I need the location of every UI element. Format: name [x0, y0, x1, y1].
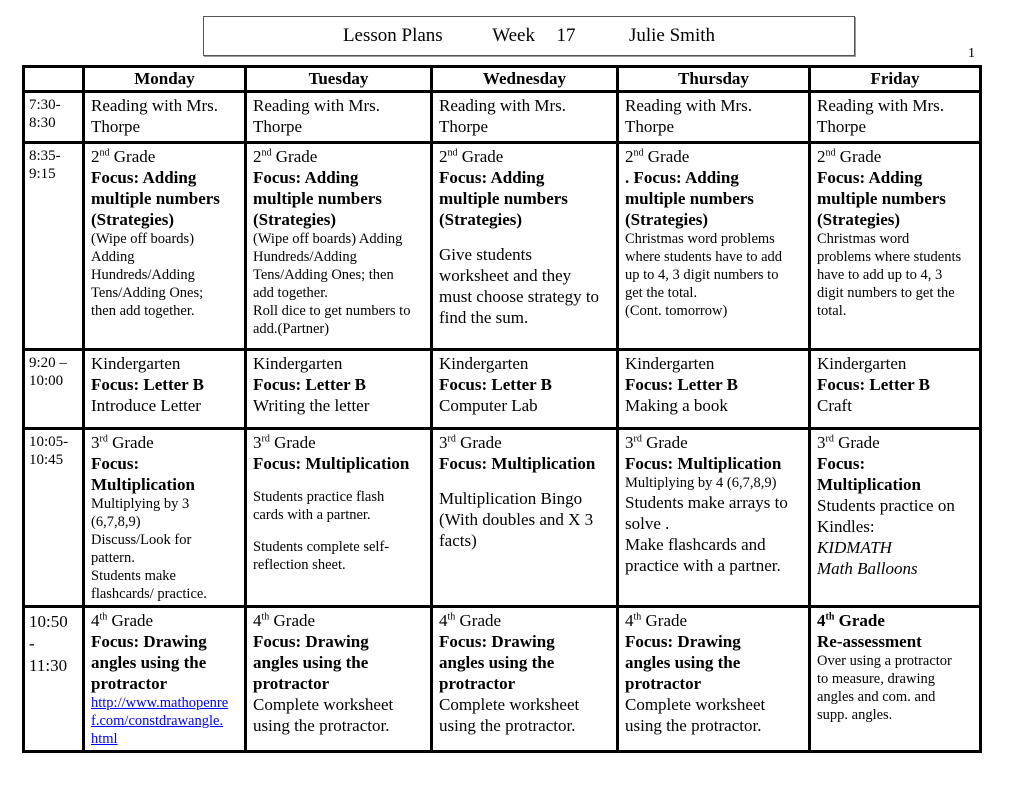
lesson-line [625, 146, 802, 167]
lesson-line: Give students [439, 245, 533, 264]
lesson-line: Kindergarten [439, 354, 529, 373]
lesson-line: digit numbers to get the [817, 285, 955, 301]
lesson-line: Discuss/Look for [91, 532, 192, 548]
ordinal-suffix: nd [447, 147, 458, 159]
lesson-line: Multiplication Bingo [439, 489, 583, 508]
grade-number: 2 [91, 147, 100, 166]
lesson-line: (Strategies) [253, 210, 337, 229]
grade-number: 2 [253, 147, 262, 166]
lesson-line: get the total. [625, 285, 698, 301]
lesson-line: using the protractor. [253, 716, 390, 735]
lesson-line: angles using the [253, 653, 369, 672]
lesson-line [253, 146, 424, 167]
lesson-cell-friday [810, 429, 981, 607]
lesson-cell-monday [84, 607, 246, 752]
grade-label: Grade [269, 433, 316, 452]
time-text: 7:30- [29, 97, 61, 113]
lesson-cell-monday [84, 92, 246, 143]
lesson-line: (Strategies) [817, 210, 901, 229]
grade-number: 4 [625, 611, 634, 630]
grade-number: 3 [253, 433, 262, 452]
ordinal-suffix: nd [99, 147, 110, 159]
ordinal-suffix: rd [825, 433, 834, 445]
lesson-line: pattern. [91, 550, 135, 566]
lesson-line: (Cont. tomorrow) [625, 303, 728, 319]
lesson-line: multiple numbers [817, 189, 946, 208]
lesson-cell-wednesday [432, 607, 618, 752]
lesson-line: (With doubles and X 3 [439, 510, 594, 529]
ordinal-suffix: nd [633, 147, 644, 159]
lesson-cell-tuesday [246, 92, 432, 143]
resource-link[interactable]: f.com/constdrawangle. [91, 713, 224, 729]
lesson-line: Students make arrays to [625, 493, 788, 512]
lesson-line: Re-assessment [817, 632, 922, 651]
lesson-line: Focus: Multiplication [625, 454, 782, 473]
lesson-line: Thorpe [91, 117, 141, 136]
lesson-line: (6,7,8,9) [91, 514, 141, 530]
grade-label: Grade [271, 147, 318, 166]
time-slot [24, 350, 84, 429]
lesson-line: supp. angles. [817, 707, 893, 723]
lesson-line: practice with a partner. [625, 556, 781, 575]
lesson-line: . Focus: Adding [625, 168, 739, 187]
lesson-line: facts) [439, 531, 477, 550]
lesson-cell-monday [84, 350, 246, 429]
day-header-tuesday: Tuesday [246, 67, 432, 92]
time-text: 9:20 – [29, 355, 67, 371]
ordinal-suffix: rd [447, 433, 456, 445]
lesson-line [253, 524, 424, 538]
lesson-line: Multiplication [91, 475, 195, 494]
lesson-cell-tuesday [246, 350, 432, 429]
grade-label: Grade [107, 433, 154, 452]
lesson-line: have to add up to 4, 3 [817, 267, 943, 283]
time-text: 10:50 [29, 612, 68, 631]
lesson-cell-thursday [618, 143, 810, 350]
lesson-line: Craft [817, 396, 852, 415]
lesson-line: multiple numbers [439, 189, 568, 208]
day-header-wednesday: Wednesday [432, 67, 618, 92]
title: Lesson Plans [342, 25, 443, 46]
lesson-line: Kindergarten [91, 354, 181, 373]
lesson-line: flashcards/ practice. [91, 586, 207, 602]
resource-link[interactable]: http://www.mathopenre [91, 695, 229, 711]
lesson-line: Focus: Drawing [439, 632, 555, 651]
lesson-line: reflection sheet. [253, 557, 346, 573]
lesson-line: Tens/Adding Ones; [91, 285, 204, 301]
time-slot-row [24, 143, 981, 350]
time-text: 8:30 [29, 115, 56, 131]
grade-number: 4 [439, 611, 448, 630]
lesson-line: multiple numbers [625, 189, 754, 208]
lesson-line [625, 610, 802, 631]
lesson-line: to measure, drawing [817, 671, 935, 687]
time-slot-row [24, 607, 981, 752]
lesson-line: Focus: Drawing [625, 632, 741, 651]
lesson-line: Focus: [91, 454, 140, 473]
grade-label: Grade [107, 611, 154, 630]
ordinal-suffix: nd [825, 147, 836, 159]
lesson-cell-tuesday [246, 607, 432, 752]
lesson-line: Thorpe [439, 117, 489, 136]
lesson-line: protractor [91, 674, 168, 693]
lesson-line: Introduce Letter [91, 396, 201, 415]
lesson-line: Adding [91, 249, 135, 265]
ordinal-suffix: th [447, 611, 456, 623]
lesson-line: KIDMATH [817, 538, 892, 557]
lesson-line: Math Balloons [817, 559, 918, 578]
lesson-line: Reading with Mrs. [253, 96, 381, 115]
lesson-line: Students practice flash [253, 489, 385, 505]
lesson-line: Hundreds/Adding [253, 249, 357, 265]
lesson-cell-wednesday [432, 92, 618, 143]
lesson-line: protractor [253, 674, 330, 693]
document-title-box [203, 16, 855, 56]
lesson-line: Reading with Mrs. [625, 96, 753, 115]
lesson-line [817, 146, 973, 167]
ordinal-suffix: th [633, 611, 642, 623]
lesson-cell-tuesday [246, 143, 432, 350]
time-text: - [29, 634, 35, 653]
lesson-line: Reading with Mrs. [817, 96, 945, 115]
lesson-line: Students practice on [817, 496, 955, 515]
grade-number: 2 [625, 147, 634, 166]
lesson-cell-friday [810, 607, 981, 752]
lesson-line: find the sum. [439, 308, 529, 327]
time-text: 8:35- [29, 148, 61, 164]
lesson-line: up to 4, 3 digit numbers to [625, 267, 779, 283]
grade-number: 4 [91, 611, 100, 630]
lesson-line: multiple numbers [253, 189, 382, 208]
time-slot-row [24, 92, 981, 143]
lesson-cell-tuesday [246, 429, 432, 607]
time-slot [24, 143, 84, 350]
ordinal-suffix: th [99, 611, 108, 623]
lesson-line: Roll dice to get numbers to [253, 303, 411, 319]
lesson-line: Focus: Letter B [625, 375, 738, 394]
lesson-line: Kindergarten [625, 354, 715, 373]
grade-number: 4 [817, 611, 826, 630]
ordinal-suffix: nd [261, 147, 272, 159]
grade-label: Grade [109, 147, 156, 166]
teacher-name: Julie Smith [628, 25, 716, 46]
lesson-line: (Wipe off boards) Adding [253, 231, 403, 247]
lesson-line: Focus: Adding [817, 168, 923, 187]
lesson-cell-friday [810, 92, 981, 143]
lesson-line: protractor [625, 674, 702, 693]
time-header [24, 67, 84, 92]
lesson-line [439, 610, 610, 631]
grade-label: Grade [835, 147, 882, 166]
lesson-line: Focus: Drawing [91, 632, 207, 651]
grade-label: Grade [269, 611, 316, 630]
day-header-friday: Friday [810, 67, 981, 92]
day-header-monday: Monday [84, 67, 246, 92]
grade-number: 3 [817, 433, 826, 452]
time-slot-row [24, 429, 981, 607]
time-slot [24, 429, 84, 607]
time-slot-row [24, 350, 981, 429]
time-text: 10:00 [29, 373, 64, 389]
lesson-line: add together. [253, 285, 328, 301]
grade-label: Grade [833, 433, 880, 452]
lesson-line: Students make [91, 568, 176, 584]
ordinal-suffix: rd [261, 433, 270, 445]
lesson-line: then add together. [91, 303, 195, 319]
lesson-line [817, 432, 973, 453]
lesson-line: angles using the [625, 653, 741, 672]
lesson-line: Reading with Mrs. [91, 96, 219, 115]
time-slot [24, 607, 84, 752]
lesson-line: Focus: Letter B [91, 375, 204, 394]
lesson-line [625, 432, 802, 453]
ordinal-suffix: rd [633, 433, 642, 445]
lesson-line: Focus: Letter B [817, 375, 930, 394]
day-header-thursday: Thursday [618, 67, 810, 92]
lesson-line: (Wipe off boards) [91, 231, 195, 247]
lesson-line: Thorpe [625, 117, 675, 136]
lesson-line: Complete worksheet [625, 695, 766, 714]
lesson-line: Focus: Multiplication [439, 454, 596, 473]
lesson-line [439, 432, 610, 453]
lesson-line: angles and com. and [817, 689, 936, 705]
grade-label: Grade [455, 433, 502, 452]
ordinal-suffix: rd [99, 433, 108, 445]
lesson-cell-friday [810, 143, 981, 350]
time-text: 11:30 [29, 656, 68, 675]
lesson-line: add.(Partner) [253, 321, 330, 337]
week-number: 17 [556, 25, 576, 46]
lesson-plan-table [22, 65, 982, 753]
lesson-line: using the protractor. [625, 716, 762, 735]
lesson-line [253, 610, 424, 631]
lesson-line: (Strategies) [439, 210, 523, 229]
lesson-line: Kindergarten [253, 354, 343, 373]
lesson-cell-wednesday [432, 350, 618, 429]
resource-link[interactable]: html [91, 731, 118, 747]
lesson-line: Multiplying by 4 (6,7,8,9) [625, 475, 777, 491]
grade-label: Grade [457, 147, 504, 166]
lesson-line: Kindergarten [817, 354, 907, 373]
lesson-line: (Strategies) [625, 210, 709, 229]
lesson-line: Christmas word problems [625, 231, 775, 247]
lesson-line: Hundreds/Adding [91, 267, 195, 283]
lesson-line: protractor [439, 674, 516, 693]
lesson-line: solve . [625, 514, 670, 533]
lesson-line: Focus: Multiplication [253, 454, 410, 473]
lesson-line: Thorpe [253, 117, 303, 136]
lesson-line: Christmas word [817, 231, 910, 247]
lesson-line: Focus: Letter B [253, 375, 366, 394]
lesson-line: Thorpe [817, 117, 867, 136]
lesson-line: Students complete self- [253, 539, 390, 555]
grade-number: 4 [253, 611, 262, 630]
grade-label: Grade [834, 611, 885, 630]
week-label: Week [492, 25, 535, 46]
lesson-line: Focus: Adding [439, 168, 545, 187]
lesson-line: worksheet and they [439, 266, 572, 285]
lesson-cell-thursday [618, 429, 810, 607]
ordinal-suffix: th [261, 611, 270, 623]
grade-label: Grade [641, 433, 688, 452]
lesson-line: Focus: Letter B [439, 375, 552, 394]
time-text: 9:15 [29, 166, 56, 182]
lesson-line [91, 146, 238, 167]
lesson-line: Focus: Drawing [253, 632, 369, 651]
lesson-line: Multiplying by 3 [91, 496, 190, 512]
lesson-line: problems where students [817, 249, 962, 265]
lesson-line: Complete worksheet [439, 695, 580, 714]
lesson-line [439, 146, 610, 167]
lesson-cell-thursday [618, 92, 810, 143]
grade-number: 3 [91, 433, 100, 452]
lesson-line: (Strategies) [91, 210, 175, 229]
day-header-row [24, 67, 981, 92]
lesson-line: Make flashcards and [625, 535, 766, 554]
lesson-line: Writing the letter [253, 396, 370, 415]
grade-number: 3 [625, 433, 634, 452]
lesson-line: Reading with Mrs. [439, 96, 567, 115]
time-text: 10:05- [29, 434, 69, 450]
lesson-cell-wednesday [432, 429, 618, 607]
lesson-line: Over using a protractor [817, 653, 952, 669]
lesson-line: Tens/Adding Ones; then [253, 267, 394, 283]
lesson-line: where students have to add [625, 249, 783, 265]
lesson-cell-thursday [618, 350, 810, 429]
lesson-line: Complete worksheet [253, 695, 394, 714]
grade-number: 2 [439, 147, 448, 166]
lesson-line: Focus: Adding [91, 168, 197, 187]
grade-number: 3 [439, 433, 448, 452]
lesson-line: Multiplication [817, 475, 921, 494]
lesson-line: Computer Lab [439, 396, 538, 415]
lesson-line: Focus: [817, 454, 866, 473]
lesson-line: angles using the [439, 653, 555, 672]
lesson-cell-friday [810, 350, 981, 429]
lesson-line [91, 432, 238, 453]
lesson-line: total. [817, 303, 847, 319]
lesson-line: Kindles: [817, 517, 875, 536]
page-number: 1 [968, 46, 975, 61]
lesson-line [439, 474, 610, 488]
lesson-cell-wednesday [432, 143, 618, 350]
grade-label: Grade [641, 611, 688, 630]
lesson-line [253, 432, 424, 453]
lesson-line: Making a book [625, 396, 728, 415]
lesson-line [253, 474, 424, 488]
lesson-line: using the protractor. [439, 716, 576, 735]
grade-label: Grade [455, 611, 502, 630]
lesson-line: cards with a partner. [253, 507, 371, 523]
grade-label: Grade [643, 147, 690, 166]
lesson-line [817, 610, 973, 631]
lesson-cell-monday [84, 143, 246, 350]
lesson-cell-monday [84, 429, 246, 607]
lesson-line [439, 230, 610, 244]
grade-number: 2 [817, 147, 826, 166]
lesson-line [91, 610, 238, 631]
lesson-cell-thursday [618, 607, 810, 752]
lesson-line: must choose strategy to [439, 287, 600, 306]
lesson-line: multiple numbers [91, 189, 220, 208]
ordinal-suffix: th [825, 611, 835, 623]
time-slot [24, 92, 84, 143]
lesson-line: angles using the [91, 653, 207, 672]
time-text: 10:45 [29, 452, 64, 468]
lesson-line: Focus: Adding [253, 168, 359, 187]
